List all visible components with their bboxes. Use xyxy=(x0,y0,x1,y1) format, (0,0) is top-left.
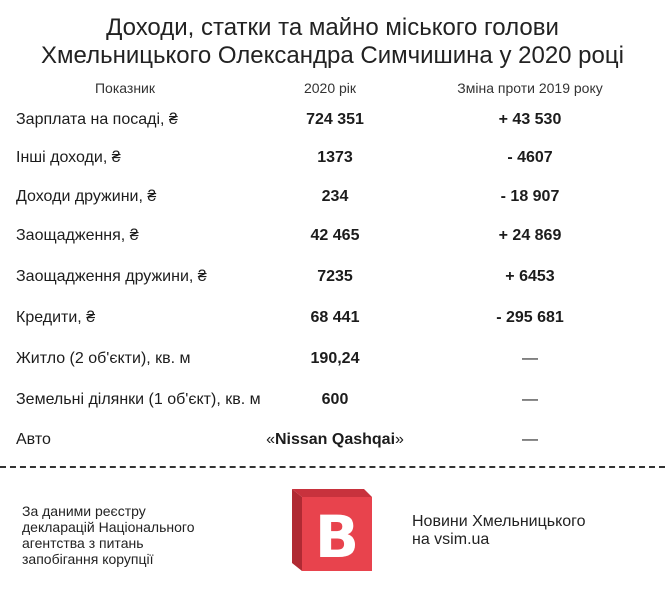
row-value: 1373 xyxy=(317,149,353,166)
row-label: Інші доходи, ₴ xyxy=(16,149,121,166)
table-row xyxy=(0,309,665,333)
news-line-2: на vsim.ua xyxy=(412,531,490,548)
row-change: — xyxy=(522,391,538,408)
logo-side-face xyxy=(292,489,302,571)
row-change: - 18 907 xyxy=(500,188,560,205)
source-note xyxy=(22,503,262,567)
row-change: — xyxy=(522,431,538,448)
row-label: Кредити, ₴ xyxy=(16,309,96,326)
row-value: 42 465 xyxy=(310,227,360,244)
table-row xyxy=(0,227,665,251)
car-model: Nissan Qashqai xyxy=(274,431,396,448)
row-label: Житло (2 об'єкти), кв. м xyxy=(16,350,191,367)
logo-top-face xyxy=(292,489,372,497)
table-row xyxy=(0,391,665,415)
source-line: За даними реєстру xyxy=(22,503,146,519)
dashed-divider xyxy=(0,466,665,468)
row-change: + 24 869 xyxy=(498,227,562,244)
news-line-1: Новини Хмельницького xyxy=(412,513,586,530)
table-row xyxy=(0,111,665,135)
row-label: Заощадження дружини, ₴ xyxy=(16,268,207,285)
table-row xyxy=(0,431,665,455)
row-label: Доходи дружини, ₴ xyxy=(16,188,157,205)
row-value xyxy=(240,431,430,449)
column-header-indicator: Показник xyxy=(94,80,155,96)
row-value: 724 351 xyxy=(306,111,364,128)
source-line: запобігання корупції xyxy=(22,551,154,567)
column-header-change: Зміна проти 2019 року xyxy=(457,80,603,96)
row-label: Заощадження, ₴ xyxy=(16,227,139,244)
news-credit xyxy=(412,513,586,549)
row-value: 600 xyxy=(321,391,349,408)
vsim-logo xyxy=(292,489,372,571)
row-label: Земельні ділянки (1 об'єкт), кв. м xyxy=(16,391,261,408)
logo-letter: B xyxy=(314,503,360,571)
table-row xyxy=(0,268,665,292)
column-header-year: 2020 рік xyxy=(303,80,357,96)
row-change: + 6453 xyxy=(505,268,555,285)
row-label: Зарплата на посаді, ₴ xyxy=(16,111,178,128)
row-value: 7235 xyxy=(317,268,353,285)
table-row xyxy=(0,350,665,374)
row-value: 190,24 xyxy=(310,350,360,367)
title-line-2: Хмельницького Олександра Симчишина у 2020 році xyxy=(41,42,624,69)
row-change: - 4607 xyxy=(507,149,553,166)
row-value: 234 xyxy=(321,188,349,205)
row-label: Авто xyxy=(16,431,51,448)
quote-open: « xyxy=(266,431,275,448)
table-row xyxy=(0,188,665,212)
row-change: — xyxy=(522,350,538,367)
page-title xyxy=(0,14,665,70)
row-value: 68 441 xyxy=(310,309,360,326)
source-line: декларацій Національного xyxy=(22,519,195,535)
title-line-1: Доходи, статки та майно міського голови xyxy=(106,14,559,41)
quote-close: » xyxy=(395,431,404,448)
source-line: агентства з питань xyxy=(22,535,144,551)
row-change: + 43 530 xyxy=(498,111,562,128)
table-row xyxy=(0,149,665,173)
row-change: - 295 681 xyxy=(496,309,564,326)
